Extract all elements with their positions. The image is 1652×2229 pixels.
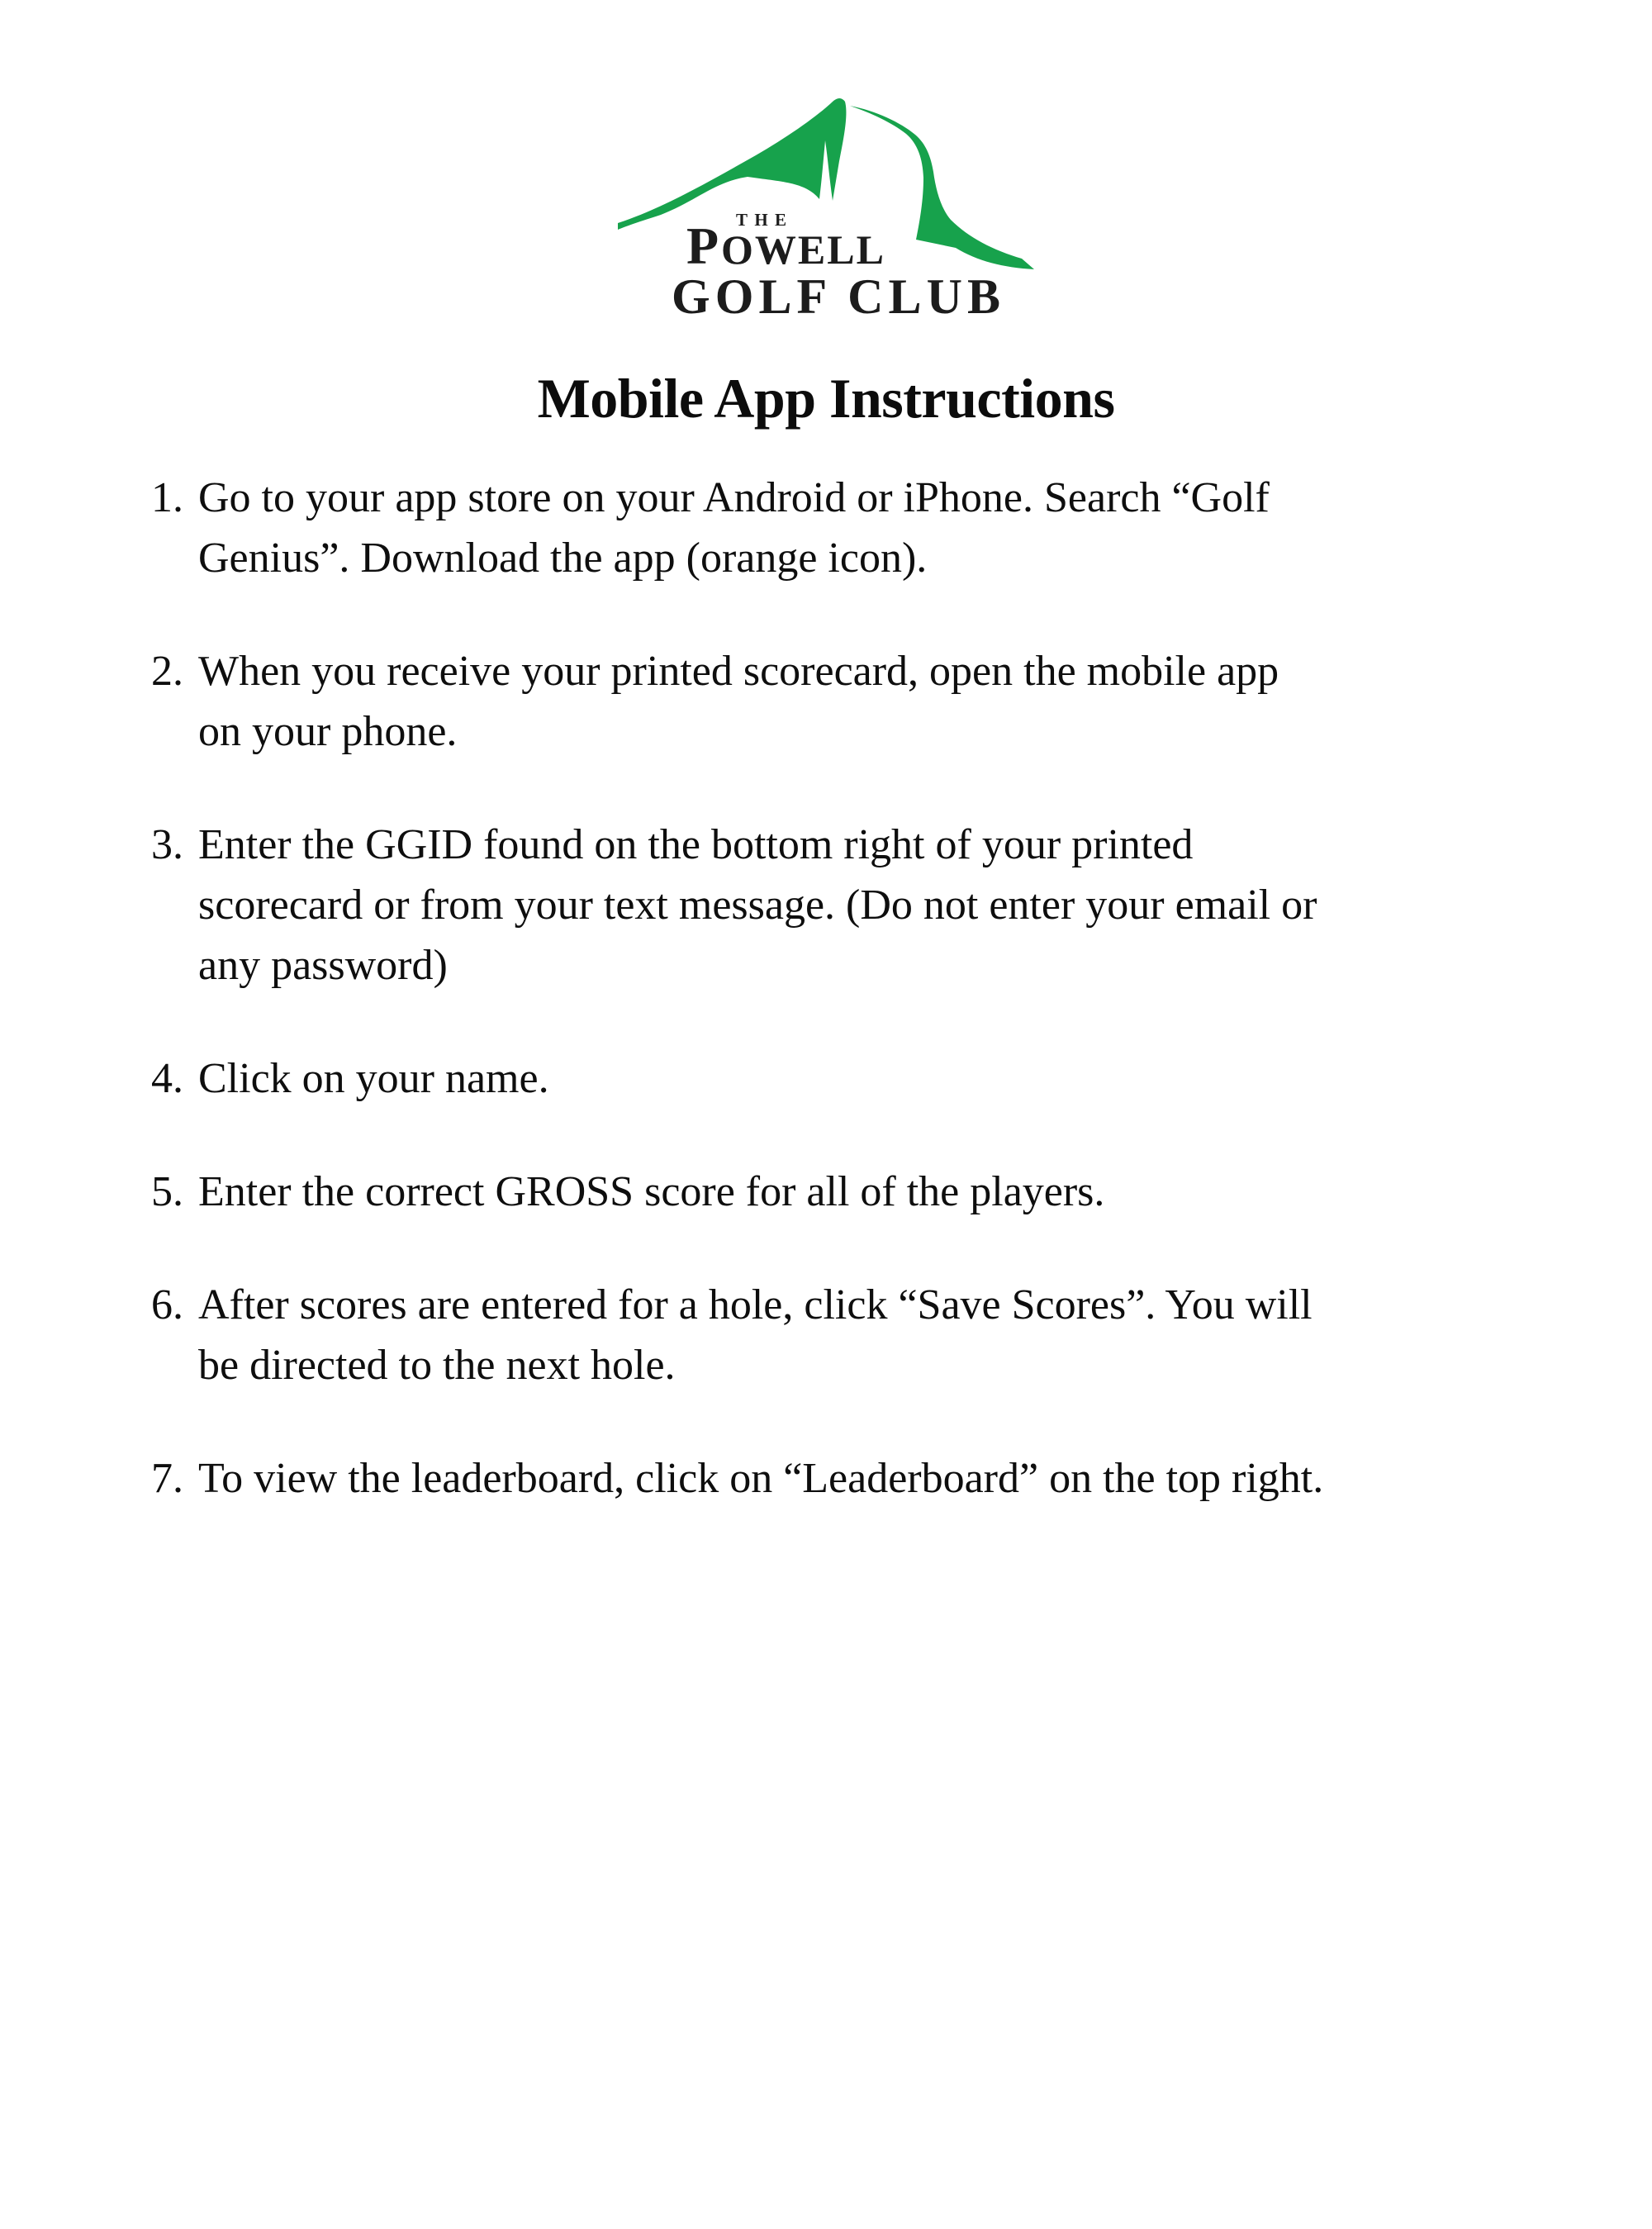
list-item-number: 4.	[151, 1055, 183, 1102]
list-item-number: 2.	[151, 648, 183, 695]
list-item-text	[198, 641, 1545, 762]
list-item-3	[151, 815, 1545, 996]
list-item-line: Go to your app store on your Android or iPhone. Search “Golf	[198, 474, 1270, 521]
list-item-4	[151, 1048, 1545, 1109]
list-item-number: 6.	[151, 1281, 183, 1328]
list-item-5	[151, 1162, 1545, 1222]
document-page	[0, 91, 1652, 2229]
logo-golf-club-label: GOLF CLUB	[672, 269, 1000, 322]
list-item-text	[198, 468, 1545, 588]
list-item-line: on your phone.	[198, 708, 458, 755]
list-item-number: 1.	[151, 474, 183, 521]
list-item-line: Click on your name.	[198, 1055, 549, 1102]
list-item-text	[198, 815, 1545, 996]
logo-the-label: THE	[736, 210, 789, 230]
list-item-line: Enter the correct GROSS score for all of the players.	[198, 1168, 1105, 1215]
list-item-text	[198, 1048, 1545, 1109]
list-item-text	[198, 1162, 1545, 1222]
logo-powell-initial-label: P	[686, 216, 719, 275]
mountain-left-ridge-icon	[618, 98, 846, 230]
page-title: Mobile App Instructions	[537, 367, 1115, 430]
powell-golf-club-logo	[615, 91, 1037, 322]
list-item-7	[151, 1448, 1545, 1509]
list-item-6	[151, 1275, 1545, 1395]
list-item-text	[198, 1448, 1545, 1509]
logo-powell-rest-label: OWELL	[721, 226, 884, 273]
list-item-line: To view the leaderboard, click on “Leaderboard” on the top right.	[198, 1455, 1324, 1502]
list-item-line: When you receive your printed scorecard, open the mobile app	[198, 648, 1279, 695]
list-item-line: Enter the GGID found on the bottom right of your printed	[198, 821, 1194, 868]
list-item-line: any password)	[198, 942, 448, 989]
list-item-number: 7.	[151, 1455, 183, 1502]
list-item-number: 5.	[151, 1168, 183, 1215]
list-item-2	[151, 641, 1545, 762]
list-item-line: be directed to the next hole.	[198, 1342, 676, 1389]
list-item-line: After scores are entered for a hole, click “Save Scores”. You will	[198, 1281, 1313, 1328]
instruction-list	[151, 468, 1545, 1509]
list-item-text	[198, 1275, 1545, 1395]
list-item-1	[151, 468, 1545, 588]
list-item-number: 3.	[151, 821, 183, 868]
list-item-line: Genius”. Download the app (orange icon).	[198, 535, 928, 582]
list-item-line: scorecard or from your text message. (Do not enter your email or	[198, 882, 1317, 929]
